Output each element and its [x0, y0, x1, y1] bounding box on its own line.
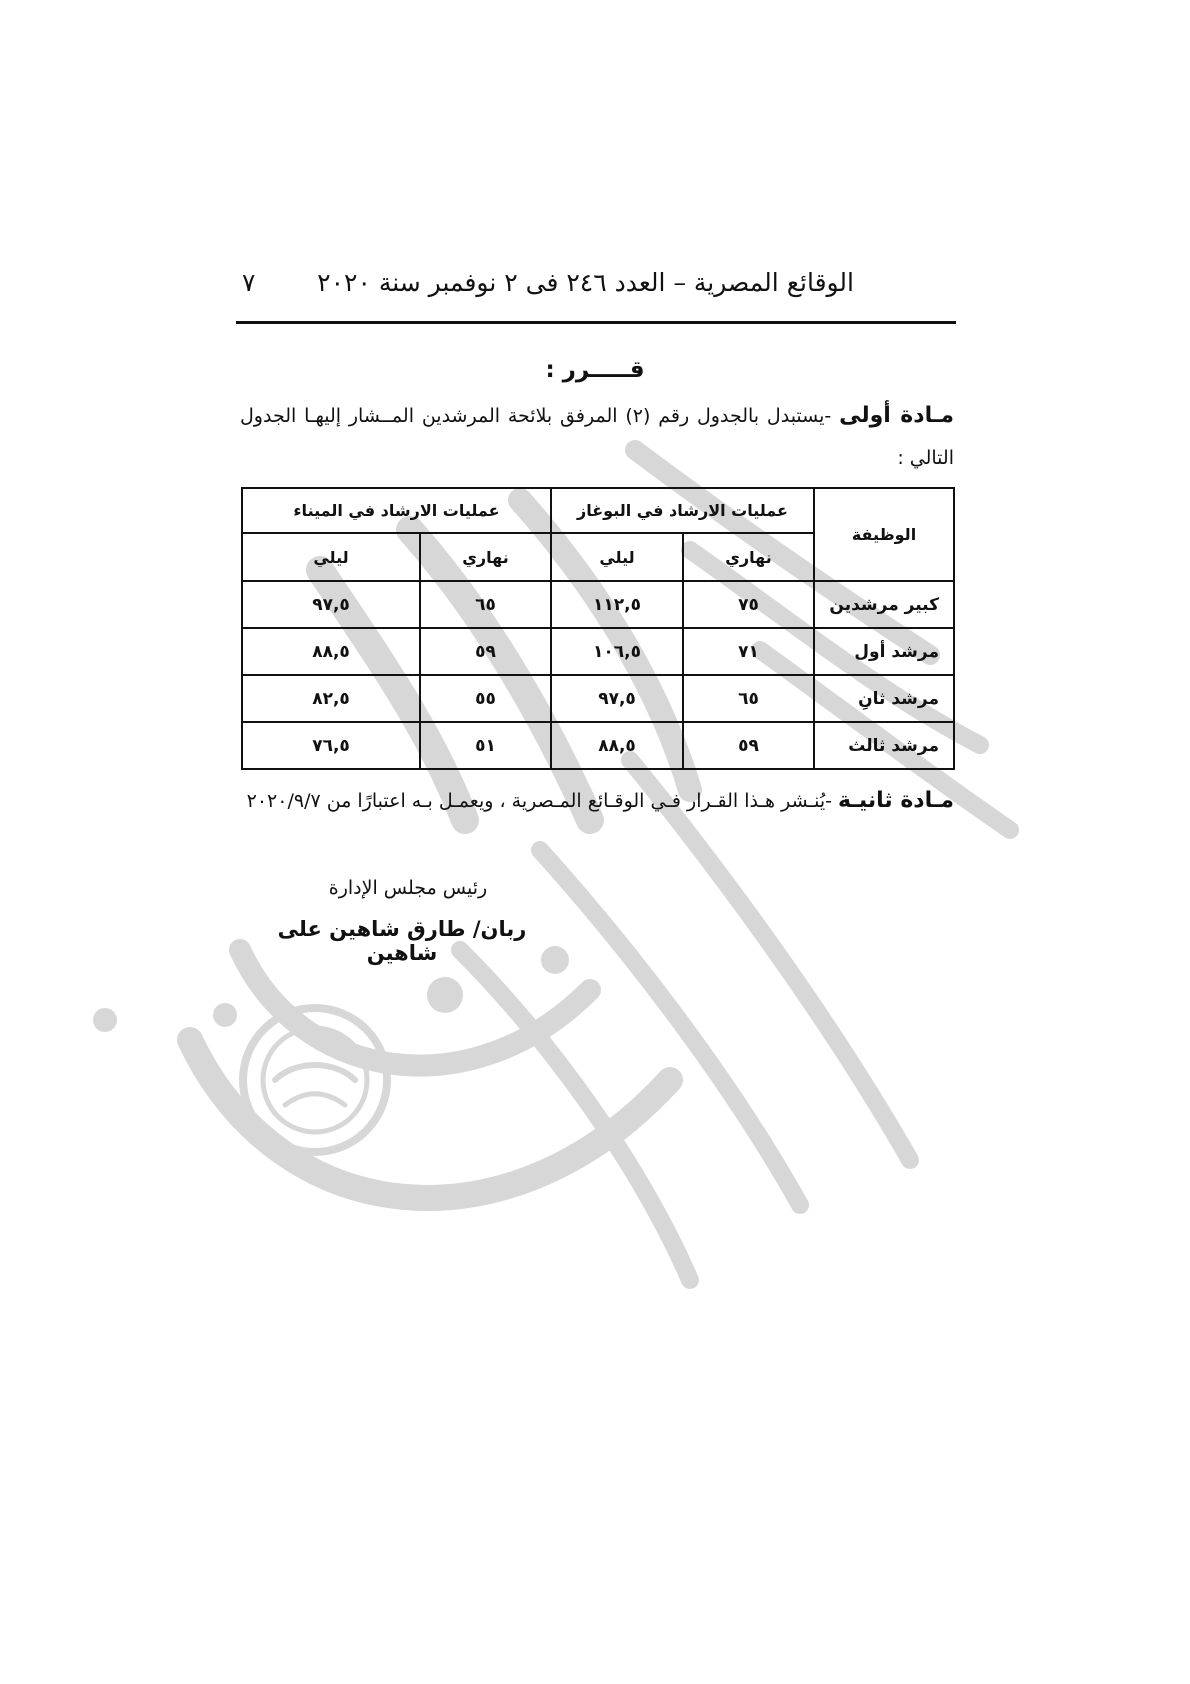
port-day-cell: ٥١	[420, 722, 551, 769]
port-night-cell: ٧٦,٥	[242, 722, 420, 769]
table-header-row	[242, 488, 954, 533]
table-row	[242, 581, 954, 628]
boghaz-day-cell: ٥٩	[683, 722, 814, 769]
boghaz-column-header: عمليات الارشاد في البوغاز	[551, 488, 814, 533]
boghaz-day-cell: ٧٥	[683, 581, 814, 628]
boghaz-day-cell: ٦٥	[683, 675, 814, 722]
port-day-cell: ٥٥	[420, 675, 551, 722]
job-column-header: الوظيفة	[814, 488, 954, 581]
signature-role: رئيس مجلس الإدارة	[328, 877, 488, 899]
port-night-cell: ٨٨,٥	[242, 628, 420, 675]
port-night-cell: ٨٢,٥	[242, 675, 420, 722]
article-two-title: مـادة ثانيـة	[838, 788, 954, 813]
article-one-text: -يستبدل بالجدول رقم (٢) المرفق بلائحة المرشدين المــشار إليهـا الجدول التالي :	[240, 405, 954, 469]
pilotage-rates-table-container	[243, 487, 955, 767]
port-night-cell: ٩٧,٥	[242, 581, 420, 628]
job-cell: مرشد ثالث	[814, 722, 954, 769]
boghaz-night-cell: ٨٨,٥	[551, 722, 683, 769]
boghaz-night-header: ليلي	[551, 533, 683, 581]
page-number: ٧	[242, 268, 256, 297]
job-cell: كبير مرشدين	[814, 581, 954, 628]
signature-name: ربان/ طارق شاهين على شاهين	[277, 917, 527, 965]
boghaz-night-cell: ١٠٦,٥	[551, 628, 683, 675]
boghaz-day-header: نهاري	[683, 533, 814, 581]
port-day-cell: ٥٩	[420, 628, 551, 675]
table-row	[242, 722, 954, 769]
table-row	[242, 675, 954, 722]
header-title: الوقائع المصرية – العدد ٢٤٦ فى ٢ نوفمبر سنة ٢٠٢٠	[317, 268, 854, 297]
header-divider	[236, 321, 956, 324]
article-two-text: -يُنـشر هـذا القـرار فـي الوقـائع المـصرية ، ويعمـل بـه اعتبارًا من ٢٠٢٠/٩/٧	[246, 790, 839, 812]
pilotage-rates-table	[241, 487, 955, 770]
port-day-header: نهاري	[420, 533, 551, 581]
job-cell: مرشد أول	[814, 628, 954, 675]
port-column-header: عمليات الارشاد في الميناء	[242, 488, 551, 533]
article-two-paragraph	[240, 780, 954, 822]
port-night-header: ليلي	[242, 533, 420, 581]
table-row	[242, 628, 954, 675]
decision-heading: قـــــرر :	[545, 357, 645, 383]
article-one-paragraph	[240, 395, 954, 479]
boghaz-night-cell: ٩٧,٥	[551, 675, 683, 722]
job-cell: مرشد ثانِ	[814, 675, 954, 722]
article-one-title: مـادة أولى	[839, 403, 954, 428]
port-day-cell: ٦٥	[420, 581, 551, 628]
boghaz-day-cell: ٧١	[683, 628, 814, 675]
page-header	[236, 268, 954, 322]
boghaz-night-cell: ١١٢,٥	[551, 581, 683, 628]
